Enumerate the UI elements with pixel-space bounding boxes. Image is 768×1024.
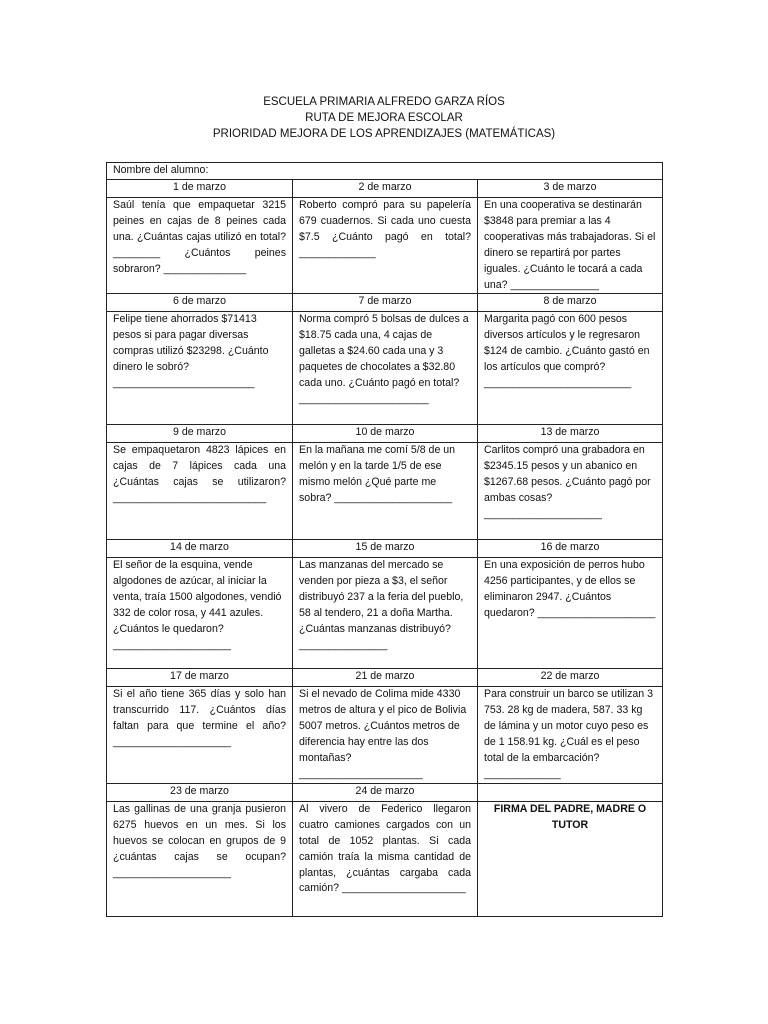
- date-cell: 22 de marzo: [478, 669, 663, 687]
- problem-text: Si el año tiene 365 días y solo han transcurrido 117. ¿Cuántos días faltan para que termine el año? ____________________: [113, 688, 286, 749]
- problem-text: Para construir un barco se utilizan 3 753. 28 kg de madera, 587. 33 kg de lámina y un motor cuyo peso es de 1 158.91 kg. ¿Cuál es el peso total de la embarcación? _____________: [484, 688, 653, 780]
- problem-text: En una exposición de perros hubo 4256 participantes, y de ellos se eliminaron 2947. ¿Cuántos quedaron? ____________________: [484, 559, 656, 620]
- date-cell: 10 de marzo: [293, 425, 478, 443]
- problem-text: Carlitos compró una grabadora en $2345.15 pesos y un abanico en $1267.68 pesos. ¿Cuánto pagó por ambas cosas? ____________________: [484, 444, 651, 521]
- date-cell: 6 de marzo: [107, 294, 293, 312]
- problem-cell[interactable]: [293, 198, 478, 294]
- problem-cell[interactable]: [478, 312, 663, 425]
- problem-cell[interactable]: [293, 443, 478, 540]
- problem-text: Felipe tiene ahorrados $71413 pesos si para pagar diversas compras utilizó $23298. ¿Cuánto dinero le sobró? ________________________: [113, 313, 269, 390]
- date-cell: 13 de marzo: [478, 425, 663, 443]
- problem-text: Las manzanas del mercado se venden por pieza a $3, el señor distribuyó 237 a la feria del pueblo, 58 al tendero, 21 a doña Martha. ¿Cuántas manzanas distribuyó? _______________: [299, 559, 464, 651]
- signature-label: FIRMA DEL PADRE, MADRE O TUTOR: [493, 802, 647, 831]
- date-cell: 21 de marzo: [293, 669, 478, 687]
- school-name: ESCUELA PRIMARIA ALFREDO GARZA RÍOS: [263, 96, 505, 108]
- problem-cell[interactable]: [293, 801, 478, 916]
- problem-text: Saúl tenía que empaquetar 3215 peines en cajas de 8 peines cada una. ¿Cuántas cajas utilizó en total?________ ¿Cuántos peines sobraron? ______________: [113, 199, 286, 275]
- date-cell: 7 de marzo: [293, 294, 478, 312]
- problem-cell[interactable]: [478, 198, 663, 294]
- problem-text: Margarita pagó con 600 pesos diversos artículos y le regresaron $124 de cambio. ¿Cuánto gastó en los artículos que compró? _________________________: [484, 313, 650, 390]
- problem-cell[interactable]: [293, 558, 478, 669]
- date-cell: 14 de marzo: [107, 540, 293, 558]
- problem-text: Se empaquetaron 4823 lápices en cajas de 7 lápices cada una ¿Cuántas cajas se utilizaron? __________________________: [113, 444, 286, 505]
- date-cell: 2 de marzo: [293, 180, 478, 198]
- problem-cell[interactable]: [107, 687, 293, 783]
- document-title: PRIORIDAD MEJORA DE LOS APRENDIZAJES (MATEMÁTICAS): [212, 128, 556, 140]
- problem-text: Roberto compró para su papelería 679 cuadernos. Si cada uno cuesta $7.5 ¿Cuánto pagó en total?_____________: [299, 199, 471, 259]
- student-name-field[interactable]: [107, 163, 663, 180]
- date-cell: 23 de marzo: [107, 783, 293, 801]
- date-cell: 17 de marzo: [107, 669, 293, 687]
- signature-cell[interactable]: [478, 801, 663, 916]
- document-subtitle: RUTA DE MEJORA ESCOLAR: [305, 112, 463, 124]
- problem-text: Al vivero de Federico llegaron cuatro camiones cargados con un total de 1052 plantas. Si cada camión traía la misma cantidad de plantas, ¿cuántas cargaba cada camión? _____________________: [299, 802, 471, 895]
- date-cell: 3 de marzo: [478, 180, 663, 198]
- date-cell: 9 de marzo: [107, 425, 293, 443]
- document-header: [0, 94, 768, 142]
- problem-text: Si el nevado de Colima mide 4330 metros de altura y el pico de Bolivia 5007 metros. ¿Cuántos metros de diferencia hay entre las dos montañas? _____________________: [299, 688, 467, 780]
- date-cell: 15 de marzo: [293, 540, 478, 558]
- problem-text: En una cooperativa se destinarán $3848 para premiar a las 4 cooperativas más trabajadoras. Si el dinero se repartirá por partes iguales. ¿Cuánto le tocará a cada una? _______________: [484, 199, 656, 291]
- problem-text: En la mañana me comí 5/8 de un melón y en la tarde 1/5 de ese mismo melón ¿Qué parte me sobra? ____________________: [299, 444, 456, 505]
- problem-cell[interactable]: [107, 558, 293, 669]
- student-name-label: Nombre del alumno:: [113, 164, 209, 176]
- problem-text: Norma compró 5 bolsas de dulces a $18.75 cada una, 4 cajas de galletas a $24.60 cada una y 3 paquetes de chocolates a $32.80 cada uno. ¿Cuánto pagó en total? ______________________: [299, 313, 469, 405]
- problem-cell[interactable]: [293, 687, 478, 783]
- problem-text: El señor de la esquina, vende algodones de azúcar, al iniciar la venta, traía 1500 algodones, vendió 332 de color rosa, y 441 azules. ¿Cuántos le quedaron? ____________________: [113, 559, 282, 651]
- date-cell: 8 de marzo: [478, 294, 663, 312]
- problem-cell[interactable]: [478, 687, 663, 783]
- problem-cell[interactable]: [478, 443, 663, 540]
- empty-date-cell: [478, 783, 663, 801]
- problem-cell[interactable]: [293, 312, 478, 425]
- problem-cell[interactable]: [478, 558, 663, 669]
- problem-cell[interactable]: [107, 198, 293, 294]
- worksheet-table: [106, 162, 663, 917]
- date-cell: 24 de marzo: [293, 783, 478, 801]
- problem-cell[interactable]: [107, 443, 293, 540]
- problem-text: Las gallinas de una granja pusieron 6275 huevos en un mes. Si los huevos se colocan en grupos de 9 ¿cuántas cajas se ocupan? ____________________: [113, 802, 286, 879]
- problem-cell[interactable]: [107, 312, 293, 425]
- date-cell: 16 de marzo: [478, 540, 663, 558]
- date-cell: 1 de marzo: [107, 180, 293, 198]
- problem-cell[interactable]: [107, 801, 293, 916]
